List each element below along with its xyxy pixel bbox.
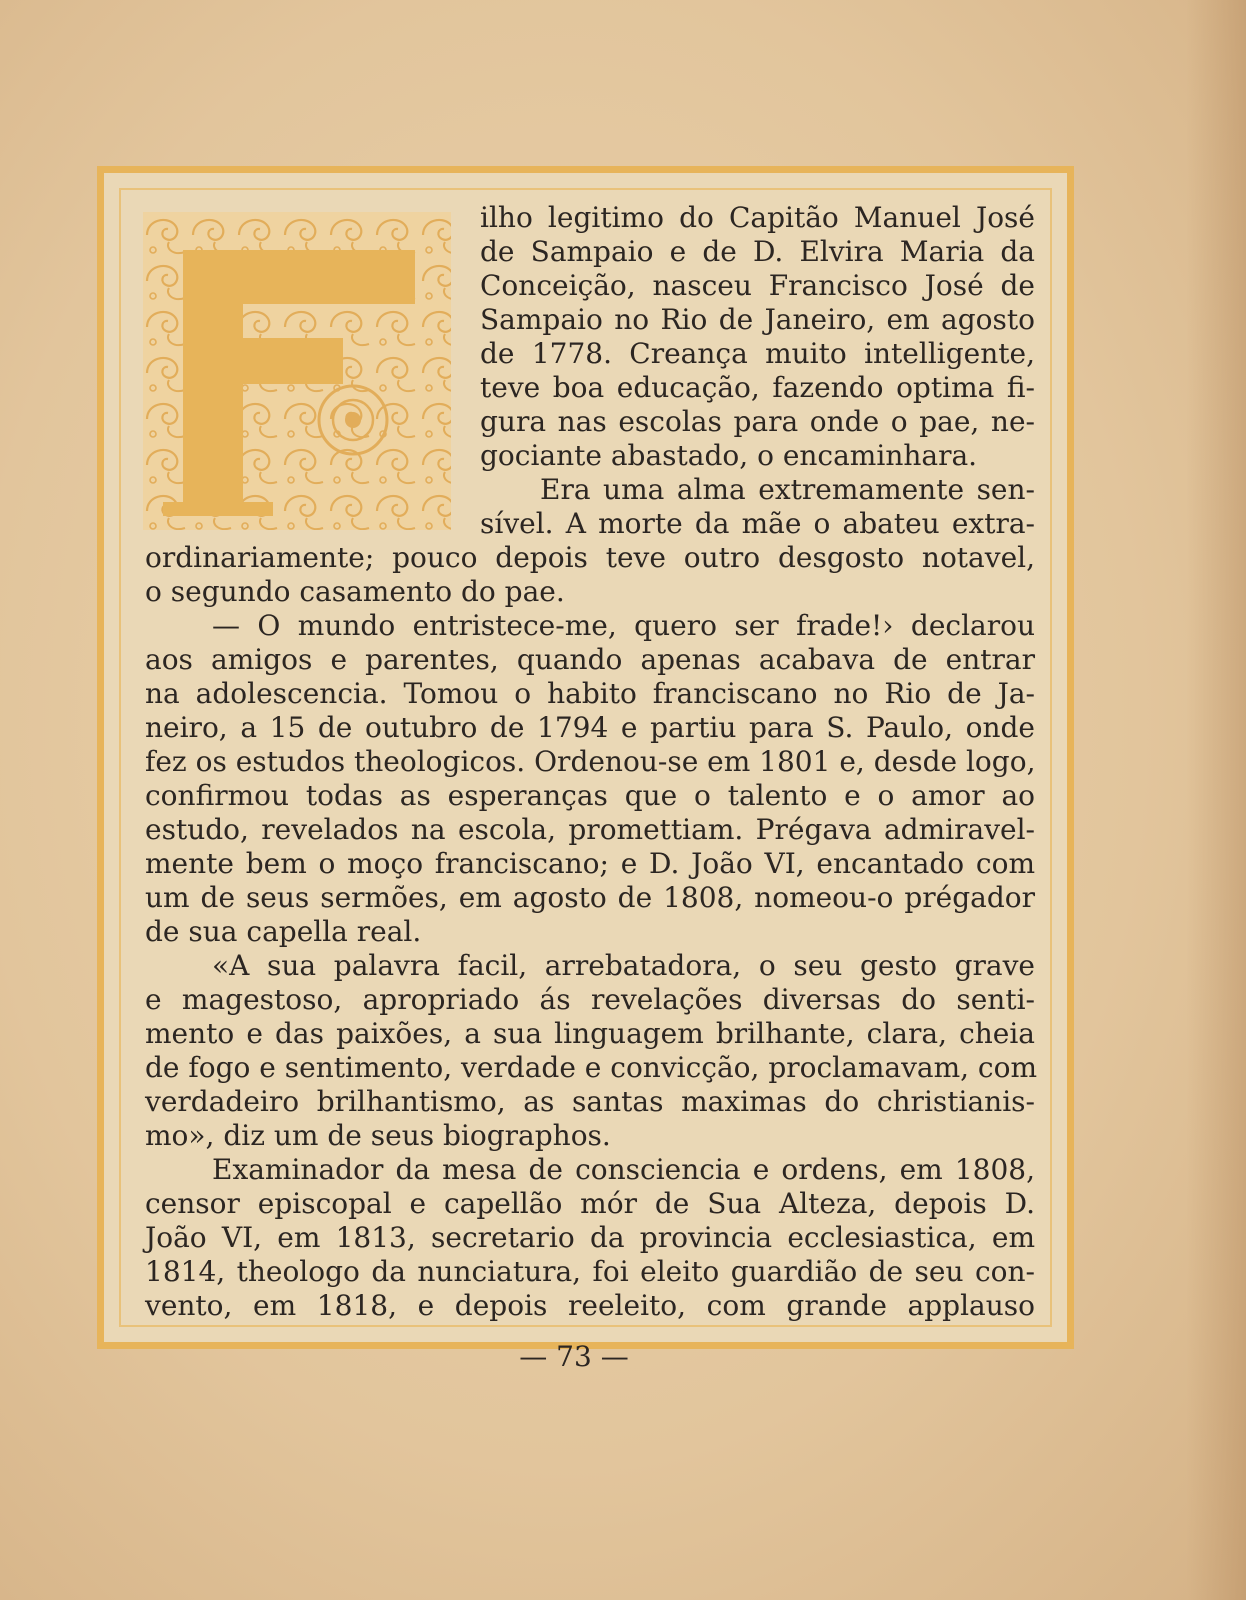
- text-line-24: e magestoso, apropriado ás revelações diversas do senti-: [145, 983, 1035, 1016]
- text-line-14: aos amigos e parentes, quando apenas acabava de entrar: [145, 643, 1035, 676]
- text-line-29: Examinador da mesa de consciencia e ordens, em 1808,: [212, 1153, 1035, 1186]
- text-line-18: confirmou todas as esperanças que o talento e o amor ao: [145, 779, 1035, 812]
- text-line-33: vento, em 1818, e depois reeleito, com grande applauso: [145, 1289, 1035, 1322]
- text-line-25: mento e das paixões, a sua linguagem brilhante, clara, cheia: [145, 1017, 1035, 1050]
- text-line-23: «A sua palavra facil, arrebatadora, o seu gesto grave: [212, 949, 1035, 982]
- text-line-22: de sua capella real.: [145, 915, 422, 948]
- text-line-12: o segundo casamento do pae.: [145, 575, 565, 608]
- text-line-1: ilho legitimo do Capitão Manuel José: [480, 201, 1035, 234]
- text-line-10: sível. A morte da mãe o abateu extra-: [480, 507, 1035, 540]
- text-line-15: na adolescencia. Tomou o habito franciscano no Rio de Ja-: [145, 677, 1035, 710]
- text-line-7: gura nas escolas para onde o pae, ne-: [480, 405, 1035, 438]
- text-line-20: mente bem o moço franciscano; e D. João VI, encantado com: [145, 847, 1035, 880]
- dropcap-letter-f: [143, 212, 451, 530]
- dropcap-ornament-icon: [143, 212, 451, 530]
- text-line-16: neiro, a 15 de outubro de 1794 e partiu para S. Paulo, onde: [145, 711, 1035, 744]
- text-line-27: verdadeiro brilhantismo, as santas maximas do christianis-: [145, 1085, 1035, 1118]
- text-line-31: João VI, em 1813, secretario da provincia ecclesiastica, em: [145, 1221, 1035, 1254]
- text-line-6: teve boa educação, fazendo optima fi-: [480, 371, 1035, 404]
- text-line-13: — O mundo entristece-me, quero ser frade!› declarou: [212, 609, 1035, 642]
- text-line-5: de 1778. Creança muito intelligente,: [480, 337, 1035, 370]
- text-line-32: 1814, theologo da nunciatura, foi eleito guardião de seu con-: [145, 1255, 1035, 1288]
- text-line-30: censor episcopal e capellão mór de Sua Alteza, depois D.: [145, 1187, 1035, 1220]
- text-line-26: de fogo e sentimento, verdade e convicção, proclamavam, com: [145, 1051, 1038, 1084]
- text-line-21: um de seus sermões, em agosto de 1808, nomeou-o prégador: [145, 881, 1035, 914]
- page-number: — 73 —: [519, 1340, 629, 1373]
- text-line-2: de Sampaio e de D. Elvira Maria da: [480, 235, 1035, 268]
- page-edge-shadow: [1186, 0, 1246, 1600]
- text-line-4: Sampaio no Rio de Janeiro, em agosto: [480, 303, 1035, 336]
- text-line-28: mo», diz um de seus biographos.: [145, 1119, 611, 1152]
- text-line-17: fez os estudos theologicos. Ordenou-se em 1801 e, desde logo,: [145, 745, 1036, 778]
- text-line-19: estudo, revelados na escola, promettiam. Prégava admiravel-: [145, 813, 1035, 846]
- text-line-11: ordinariamente; pouco depois teve outro desgosto notavel,: [145, 541, 1035, 574]
- text-line-3: Conceição, nasceu Francisco José de: [480, 269, 1035, 302]
- text-line-8: gociante abastado, o encaminhara.: [480, 439, 978, 472]
- text-line-9: Era uma alma extremamente sen-: [540, 473, 1035, 506]
